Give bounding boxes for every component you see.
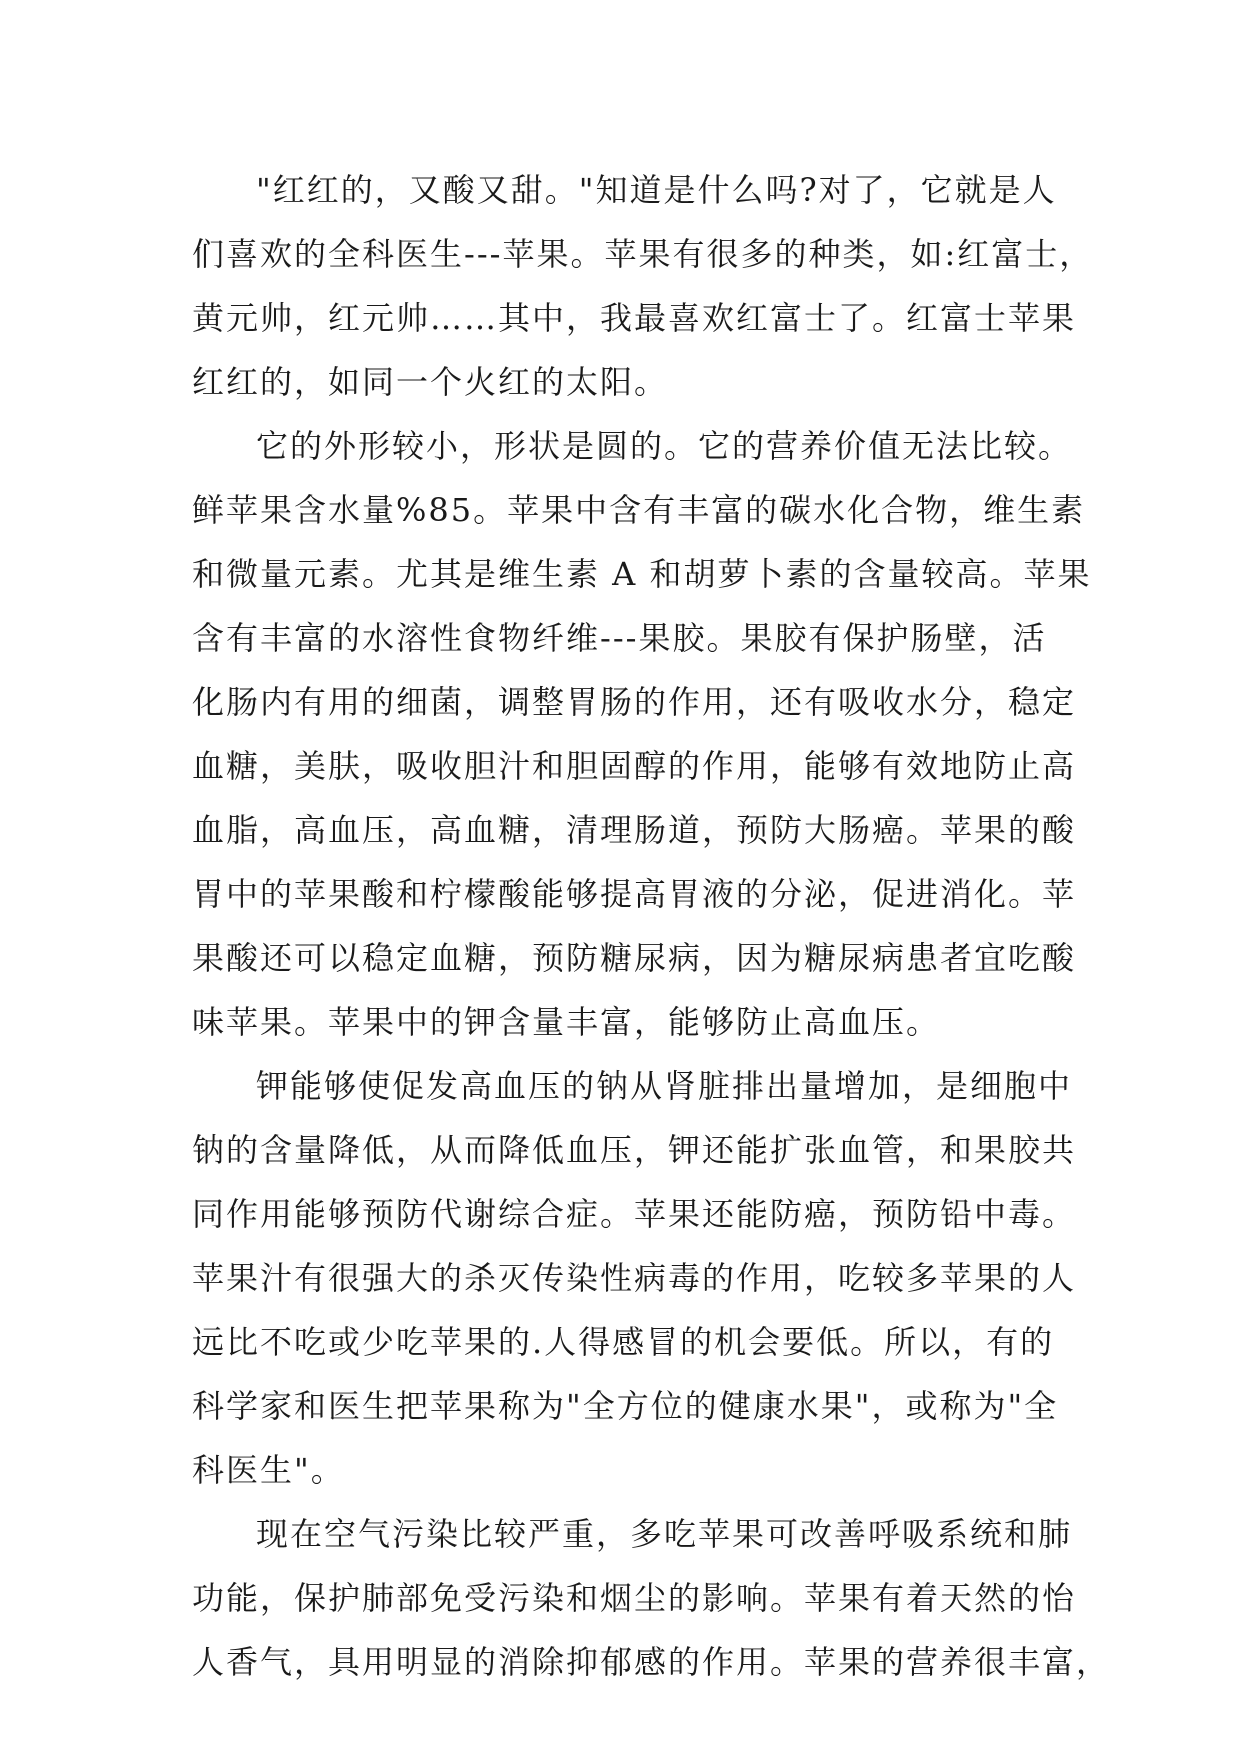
text-line: 血糖，美肤，吸收胆汁和胆固醇的作用，能够有效地防止高 bbox=[192, 747, 1077, 785]
paragraph-1 bbox=[192, 158, 1094, 414]
text-line: 钾能够使促发高血压的钠从肾脏排出量增加，是细胞中 bbox=[256, 1067, 1073, 1105]
text-line: 科学家和医生把苹果称为"全方位的健康水果"，或称为"全 bbox=[192, 1387, 1059, 1425]
text-line: 化肠内有用的细菌，调整胃肠的作用，还有吸收水分，稳定 bbox=[192, 683, 1077, 721]
text-line: 果酸还可以稳定血糖，预防糖尿病，因为糖尿病患者宜吃酸 bbox=[192, 939, 1077, 977]
text-line: 胃中的苹果酸和柠檬酸能够提高胃液的分泌，促进消化。苹 bbox=[192, 875, 1077, 913]
text-line: 科医生"。 bbox=[192, 1451, 345, 1489]
text-line: 血脂，高血压，高血糖，清理肠道，预防大肠癌。苹果的酸 bbox=[192, 811, 1077, 849]
paragraph-2 bbox=[192, 414, 1092, 1054]
body-text bbox=[192, 158, 1111, 1694]
text-line: 红红的，如同一个火红的太阳。 bbox=[192, 363, 669, 401]
paragraph-4 bbox=[192, 1502, 1111, 1694]
text-line: 含有丰富的水溶性食物纤维---果胶。果胶有保护肠壁，活 bbox=[192, 619, 1047, 657]
text-line: 鲜苹果含水量%85。苹果中含有丰富的碳水化合物，维生素 bbox=[192, 491, 1086, 529]
text-line: 现在空气污染比较严重，多吃苹果可改善呼吸系统和肺 bbox=[256, 1515, 1073, 1553]
text-line: 同作用能够预防代谢综合症。苹果还能防癌，预防铅中毒。 bbox=[192, 1195, 1077, 1233]
paragraph-3 bbox=[192, 1054, 1077, 1502]
text-line: 苹果汁有很强大的杀灭传染性病毒的作用，吃较多苹果的人 bbox=[192, 1259, 1077, 1297]
text-line: 和微量元素。尤其是维生素 A 和胡萝卜素的含量较高。苹果 bbox=[192, 555, 1092, 593]
text-line: 钠的含量降低，从而降低血压，钾还能扩张血管，和果胶共 bbox=[192, 1131, 1077, 1169]
text-line: 远比不吃或少吃苹果的.人得感冒的机会要低。所以，有的 bbox=[192, 1323, 1055, 1361]
text-line: 们喜欢的全科医生---苹果。苹果有很多的种类，如:红富士， bbox=[192, 235, 1094, 273]
text-line: 它的外形较小，形状是圆的。它的营养价值无法比较。 bbox=[256, 427, 1073, 465]
text-line: 黄元帅，红元帅……其中，我最喜欢红富士了。红富士苹果 bbox=[192, 299, 1077, 337]
text-line: "红红的，又酸又甜。"知道是什么吗?对了，它就是人 bbox=[256, 171, 1057, 209]
text-line: 功能，保护肺部免受污染和烟尘的影响。苹果有着天然的怡 bbox=[192, 1579, 1077, 1617]
text-line: 味苹果。苹果中的钾含量丰富，能够防止高血压。 bbox=[192, 1003, 941, 1041]
text-line: 人香气，具用明显的消除抑郁感的作用。苹果的营养很丰富， bbox=[192, 1643, 1111, 1681]
